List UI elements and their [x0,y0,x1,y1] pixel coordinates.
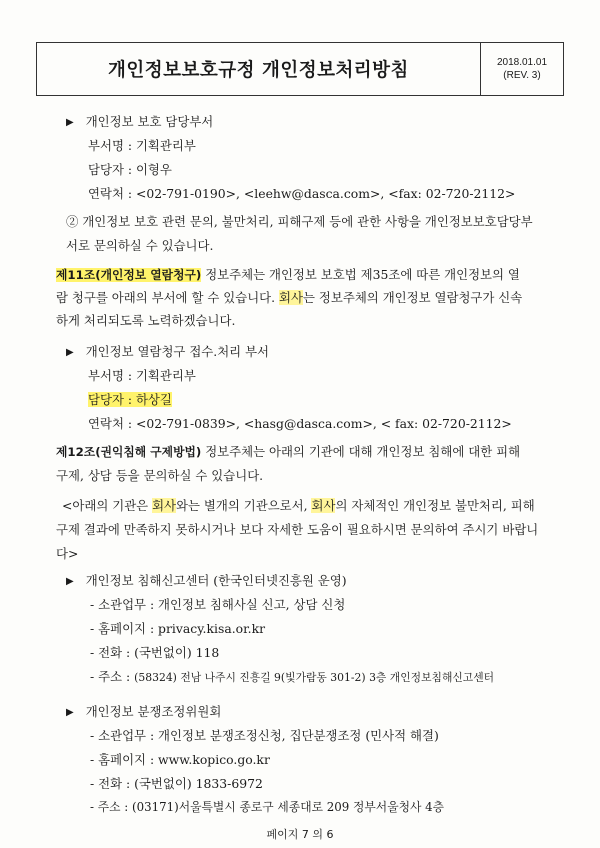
article12-title: 제12조(권익침해 구제방법) [56,445,202,459]
revision-box [480,43,563,95]
para2-line2: 서로 문의하실 수 있습니다. [66,238,214,253]
article11-line2-text: 람 청구를 아래의 부서에 할 수 있습니다. [56,290,276,305]
article11-line2-rest: 는 정보주체의 개인정보 열람청구가 신속 [303,290,523,305]
document-title: 개인정보보호규정 개인정보처리방침 [108,60,409,81]
org2-heading [66,702,221,720]
notice-p2: 와는 별개의 기관으로서, [176,498,312,513]
triangle-bullet-icon: ▶ [66,576,74,587]
article12-line1 [56,442,520,460]
notice-line2: 구제 결과에 만족하지 못하시거나 보다 자세한 도움이 필요하시면 문의하여 주시기 바랍니 [56,522,539,537]
article12-line2: 구제, 상담 등을 문의하실 수 있습니다. [56,468,264,483]
org1-heading [66,571,347,589]
company-highlight: 회사 [311,498,336,513]
article12-line1-text: 정보주체는 아래의 기관에 대해 개인정보 침해에 대한 피해 [201,444,521,459]
company-highlight: 회사 [152,498,177,513]
revision-number: (REV. 3) [503,70,541,81]
dept2-heading [66,342,269,360]
dept1-heading [66,112,213,130]
dept1-contact: 연락처 : <02-791-0190>, <leehw@dasca.com>, <fax: 02-720-2112> [88,186,516,201]
page-number: 페이지 7 의 6 [266,828,334,841]
para2-line1: ② 개인정보 보호 관련 문의, 불만처리, 피해구제 등에 관한 사항을 개인정보보호담당부 [66,214,533,229]
dept2-contact: 연락처 : <02-791-0839>, <hasg@dasca.com>, < fax: 02-720-2112> [88,416,512,431]
dept1-person: 담당자 : 이형우 [88,162,172,177]
document-header [36,42,564,96]
notice-line1 [62,496,535,514]
org1-address: (58324) 전남 나주시 진흥길 9(빛가람동 301-2) 3층 개인정보침해신고센터 [134,671,495,684]
org1-homepage: - 홈페이지 : privacy.kisa.or.kr [90,621,266,636]
article11-line3: 하게 처리되도록 노력하겠습니다. [56,313,236,328]
dept2-person-text: 담당자 : 하상길 [88,392,172,407]
notice-line3: 다> [56,546,79,561]
dept1-heading-text: 개인정보 보호 담당부서 [85,114,214,129]
org2-heading-text: 개인정보 분쟁조정위원회 [85,704,222,719]
dept2-person [88,390,172,408]
org2-duty: - 소관업무 : 개인정보 분쟁조정신청, 집단분쟁조정 (민사적 해결) [90,728,439,743]
triangle-bullet-icon: ▶ [66,347,74,358]
article11-line1-text: 정보주체는 개인정보 보호법 제35조에 따른 개인정보의 열 [201,267,520,282]
dept1-name: 부서명 : 기획관리부 [88,138,196,153]
article11-title: 제11조(개인정보 열람청구) [56,268,202,282]
dept2-heading-text: 개인정보 열람청구 접수.처리 부서 [85,344,270,359]
org1-address-label: - 주소 : [90,669,135,684]
article11-line1 [56,265,520,283]
org1-phone: - 전화 : (국번없이) 118 [90,645,220,660]
notice-p3: 의 자체적인 개인정보 불만처리, 피해 [335,498,535,513]
org1-heading-text: 개인정보 침해신고센터 (한국인터넷진흥원 운영) [85,573,347,588]
org2-address: - 주소 : (03171)서울특별시 종로구 세종대로 209 정부서울청사 4층 [90,800,445,814]
article11-line2 [56,288,522,306]
org2-phone: - 전화 : (국번없이) 1833-6972 [90,776,263,791]
org1-duty: - 소관업무 : 개인정보 침해사실 신고, 상담 신청 [90,597,346,612]
org2-homepage: - 홈페이지 : www.kopico.go.kr [90,752,270,767]
triangle-bullet-icon: ▶ [66,707,74,718]
notice-p1: <아래의 기관은 [62,498,153,513]
dept2-name: 부서명 : 기획관리부 [88,368,196,383]
org1-address-line [90,667,494,685]
company-highlight: 회사 [279,290,303,305]
revision-date: 2018.01.01 [496,57,548,68]
triangle-bullet-icon: ▶ [66,117,74,128]
